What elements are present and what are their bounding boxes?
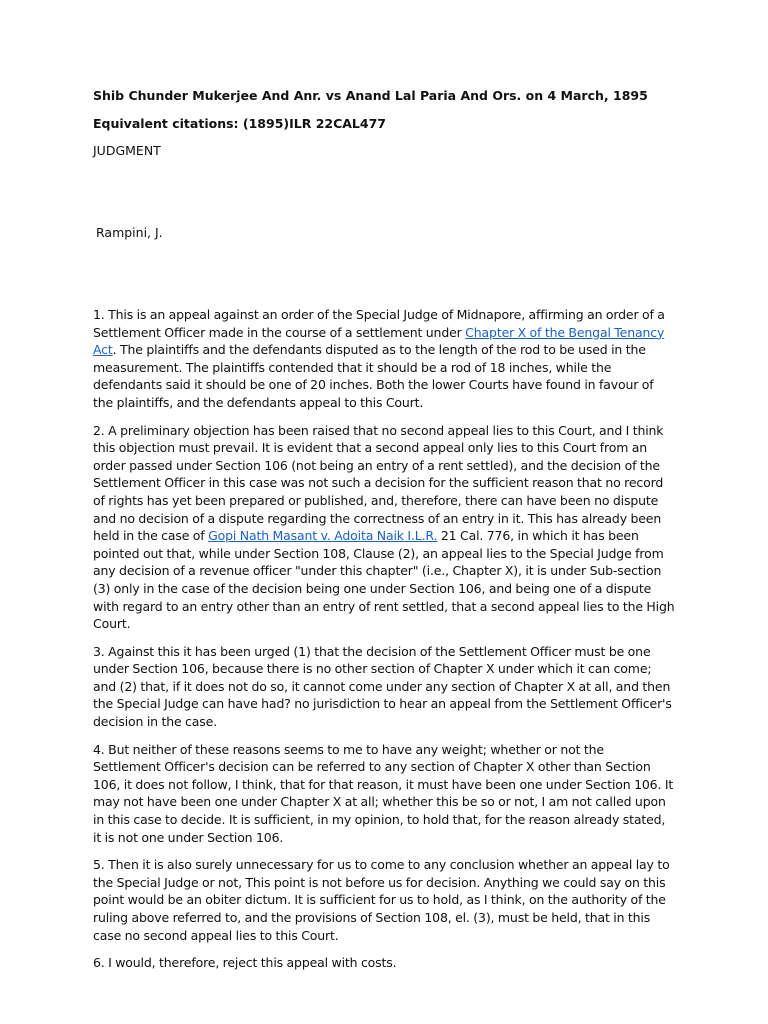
document-page [93,87,675,971]
paragraph-3: 3. Against this it has been urged (1) that the decision of the Settlement Officer must be one under Section 106, because there is no other section of Chapter X under which it can come; and (2) that, if it does not do so, it cannot come under any section of Chapter X at all, and then the Special Judge can have had? no jurisdiction to hear an appeal from the Settlement Officer's decision in the case. [93,643,672,730]
bengal-tenancy-act-link[interactable]: Chapter X of the Bengal Tenancy Act [93,324,665,358]
paragraph-2-text-start: 2. A preliminary objection has been raised that no second appeal lies to this Court, and I think this objection must prevail. It is evident that a second appeal only lies to this Court from an order passed under Section 106 (not being an entry of a rent settled), and the decision of the Settlement Officer in this case was not such a decision for the sufficient reason that no record of rights has yet been prepared or published, and, therefore, there can have been no dispute and no decision of a dispute regarding the correctness of an entry in it. This has already been held in the case of [93,422,664,544]
paragraph-4: 4. But neither of these reasons seems to me to have any weight; whether or not the Settlement Officer's decision can be referred to any section of Chapter X other than Section 106, it does not follow, I think, that for that reason, it must have been one under Section 106. It may not have been one under Chapter X at all; whether this be so or not, I am not called upon in this case to decide. It is sufficient, in my opinion, to hold that, for the reason already stated, it is not one under Section 106. [93,741,674,845]
paragraph-1-text-end: . The plaintiffs and the defendants disputed as to the length of the rod to be used in the measurement. The plaintiffs contended that it should be a rod of 18 inches, while the defendants said it should be one of 20 inches. Both the lower Courts have found in favour of the plaintiffs, and the defendants appeal to this Court. [93,342,654,410]
equivalent-citations: Equivalent citations: (1895)ILR 22CAL477 [93,116,386,131]
judgment-body [93,306,675,982]
paragraph-5: 5. Then it is also surely unnecessary for us to come to any conclusion whether an appeal lay to the Special Judge or not, This point is not before us for decision. Anything we could say on this point would be an obiter dictum. It is sufficient for us to hold, as I think, on the authority of the ruling above referred to, and the provisions of Section 108, el. (3), must be held, that in this case no second appeal lies to this Court. [93,857,670,943]
gopi-nath-case-link[interactable]: Gopi Nath Masant v. Adoita Naik I.L.R. [208,528,438,544]
paragraph-6: 6. I would, therefore, reject this appeal with costs. [93,955,397,971]
paragraph-2 [93,422,675,633]
judge-name: Rampini, J. [96,225,163,240]
document-title: Shib Chunder Mukerjee And Anr. vs Anand Lal Paria And Ors. on 4 March, 1895 [93,88,648,103]
paragraph-1 [93,306,675,412]
paragraph-1-text-start: 1. This is an appeal against an order of the Special Judge of Midnapore, affirming an order of a Settlement Officer made in the course of a settlement under [93,307,665,340]
judgment-heading: JUDGMENT [93,143,161,158]
paragraph-2-text-end: 21 Cal. 776, in which it has been pointed out that, while under Section 108, Clause (2), an appeal lies to the Special Judge from any decision of a revenue officer "under this chapter" (i.e., Chapter X), it is under Sub-section (3) only in the case of the decision being one under Section 106, and being one of a dispute with regard to an entry other than an entry of rent settled, that a second appeal lies to the High Court. [93,528,675,632]
